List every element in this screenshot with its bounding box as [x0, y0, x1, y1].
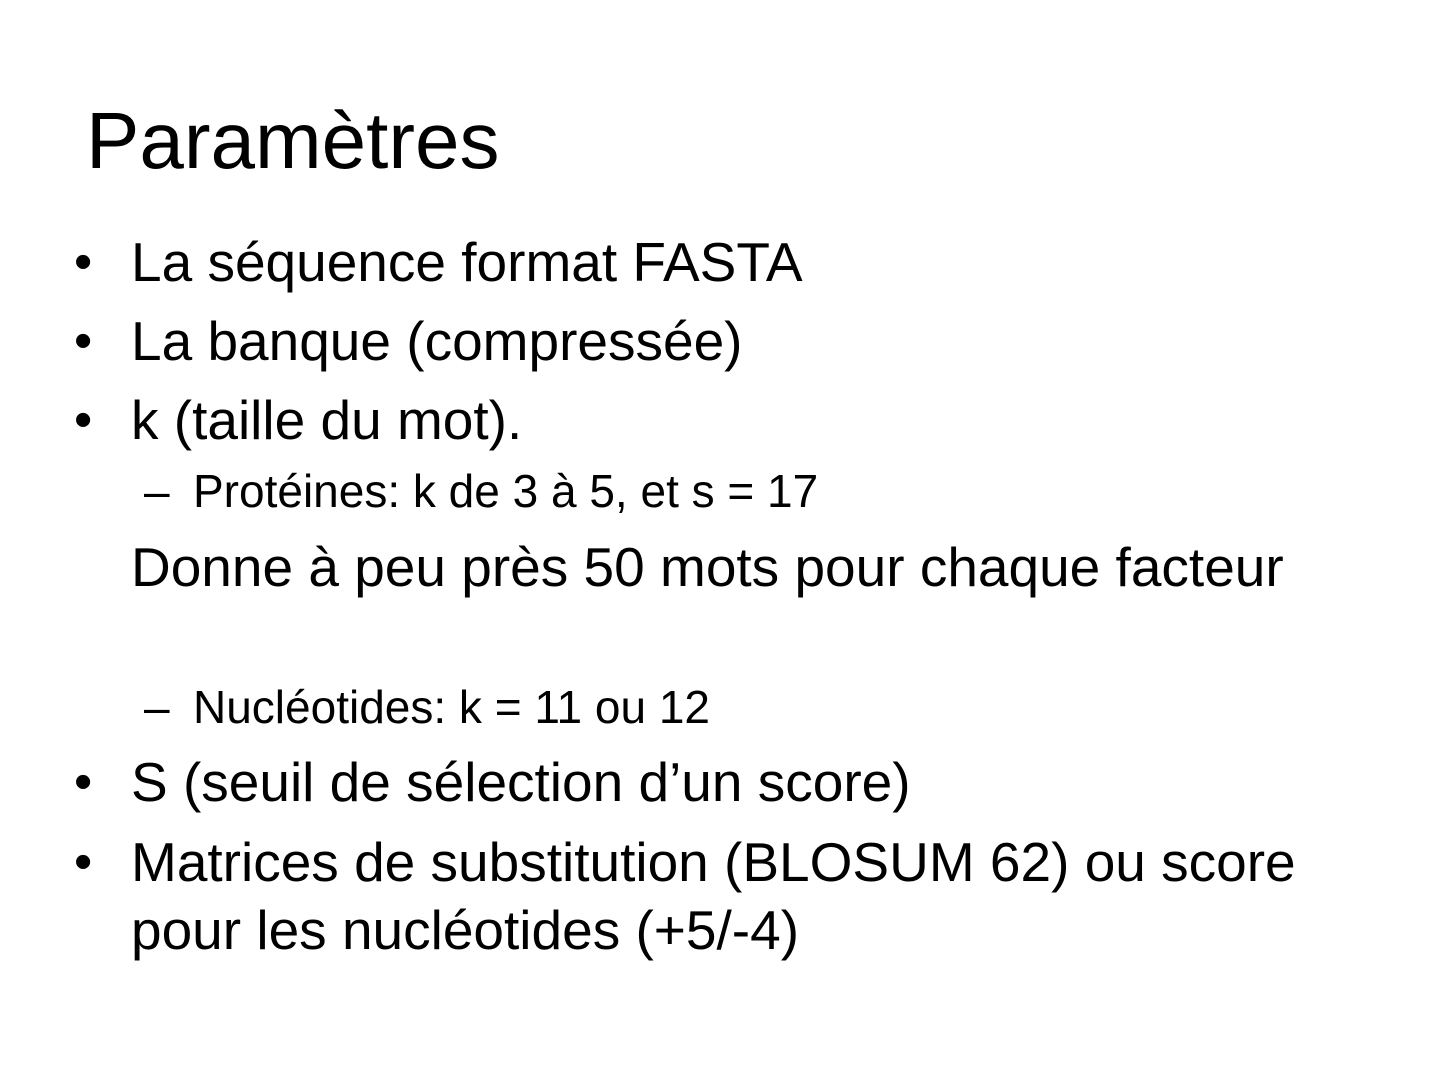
bullet-text: La séquence format FASTA	[131, 231, 803, 293]
bullet-marker: •	[74, 391, 93, 449]
bullet-marker: •	[74, 233, 93, 291]
bullet-text: La banque (compressée)	[131, 310, 743, 372]
dash-marker: –	[144, 465, 170, 517]
bullet-text: k (taille du mot).	[131, 389, 523, 451]
bullet-text: S (seuil de sélection d’un score)	[131, 751, 911, 813]
slide-title: Paramètres	[86, 96, 500, 185]
bullet-text: Matrices de substitution (BLOSUM 62) ou score pour les nucléotides (+5/-4)	[131, 831, 1296, 961]
continuation-text: Donne à peu près 50 mots pour chaque facteur	[131, 536, 1284, 598]
sub-bullet-text: Protéines: k de 3 à 5, et s = 17	[193, 465, 819, 517]
bullet-marker: •	[74, 312, 93, 370]
bullet-marker: •	[74, 833, 93, 891]
dash-marker: –	[144, 681, 170, 733]
sub-bullet-text: Nucléotides: k = 11 ou 12	[193, 681, 710, 733]
bullet-marker: •	[74, 753, 93, 811]
